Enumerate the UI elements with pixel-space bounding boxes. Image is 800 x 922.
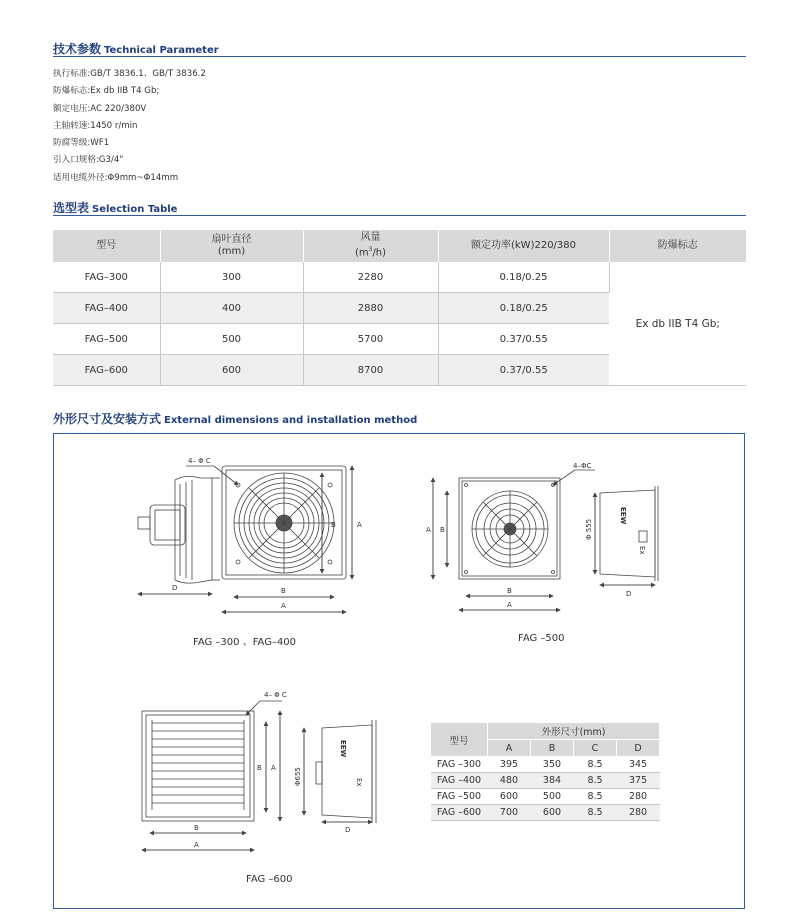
dim-cell-c: 8.5	[574, 805, 617, 821]
dimension-table	[430, 722, 660, 821]
fig3-holes-label: 4– Φ C	[264, 691, 287, 699]
fig1-dim-b: B	[281, 587, 286, 595]
fig2-dim-b-v: B	[440, 526, 445, 534]
cell-power: 0.37/0.55	[438, 324, 609, 355]
dim-cell-d: 280	[617, 789, 660, 805]
param-cable: 适用电缆外径:Φ9mm~Φ14mm	[53, 172, 179, 183]
fig2-dim-a-v: A	[426, 526, 431, 534]
fig1-holes-label: 4– Φ C	[188, 457, 211, 465]
fig2-dim-d: D	[626, 590, 632, 598]
table-row	[431, 805, 660, 821]
fig1-dim-b-v: B	[331, 521, 336, 529]
tech-title-cn: 技术参数	[53, 42, 102, 56]
fig3-drawing	[142, 701, 376, 850]
dim-col-d: D	[617, 740, 660, 757]
fig3-dim-a-v: A	[271, 764, 276, 772]
fig1-dim-d: D	[172, 584, 178, 592]
dim-cell-c: 8.5	[574, 757, 617, 773]
fig3-ex-mark: Ex	[355, 778, 363, 787]
dim-cell-a: 700	[488, 805, 531, 821]
fig1-caption: FAG –300 、FAG–400	[193, 637, 297, 648]
param-voltage: 额定电压:AC 220/380V	[53, 103, 147, 114]
dim-col-a: A	[488, 740, 531, 757]
param-speed: 主轴转速:1450 r/min	[53, 120, 138, 131]
header-diameter: 扇叶直径 (mm)	[160, 230, 303, 262]
fig3-dim-b: B	[194, 824, 199, 832]
dim-cell-model: FAG –600	[431, 805, 488, 821]
dim-header-model: 型号	[431, 723, 488, 757]
header-explosion: 防爆标志	[609, 230, 746, 262]
dim-col-b: B	[531, 740, 574, 757]
dim-cell-c: 8.5	[574, 789, 617, 805]
selection-title-en: Selection Table	[92, 204, 178, 215]
cell-diameter: 300	[160, 262, 303, 293]
param-inlet: 引入口规格:G3/4"	[53, 155, 124, 166]
cell-diameter: 400	[160, 293, 303, 324]
param-standard: 执行标准:GB/T 3836.1、GB/T 3836.2	[53, 69, 206, 79]
cell-power: 0.18/0.25	[438, 293, 609, 324]
fig3-diameter: Φ655	[294, 767, 302, 786]
dim-cell-a: 600	[488, 789, 531, 805]
fig2-caption: FAG –500	[518, 633, 565, 644]
fig3-brand: EEW	[339, 740, 347, 758]
cell-power: 0.18/0.25	[438, 262, 609, 293]
header-power: 额定功率(kW)220/380	[438, 230, 609, 262]
header-model: 型号	[53, 230, 160, 262]
cell-power: 0.37/0.55	[438, 355, 609, 386]
cell-airflow: 5700	[303, 324, 438, 355]
selection-title-cn: 选型表	[53, 201, 90, 215]
dim-header-group: 外形尺寸(mm)	[488, 723, 660, 740]
cell-airflow: 8700	[303, 355, 438, 386]
cell-model: FAG–600	[53, 355, 160, 386]
dim-cell-d: 280	[617, 805, 660, 821]
dim-cell-c: 8.5	[574, 773, 617, 789]
fig3-dim-b-v: B	[257, 764, 262, 772]
dim-cell-model: FAG –400	[431, 773, 488, 789]
cell-airflow: 2280	[303, 262, 438, 293]
dim-cell-d: 375	[617, 773, 660, 789]
dim-cell-b: 500	[531, 789, 574, 805]
table-row	[431, 789, 660, 805]
header-airflow: 风量 $(m^3/h)$	[303, 230, 438, 262]
table-row	[431, 773, 660, 789]
fig2-holes-label: 4–ΦC	[573, 462, 592, 470]
fig1-dim-a-v: A	[357, 521, 362, 529]
dim-cell-model: FAG –500	[431, 789, 488, 805]
fig3-dim-a: A	[194, 841, 199, 849]
fig2-ex-mark: Ex	[638, 546, 646, 555]
dim-header-row	[431, 723, 660, 740]
dim-col-c: C	[574, 740, 617, 757]
cell-diameter: 500	[160, 324, 303, 355]
fig2-diameter: Φ 555	[585, 518, 593, 540]
cell-diameter: 600	[160, 355, 303, 386]
fig2-brand: EEW	[619, 507, 627, 525]
dim-cell-b: 350	[531, 757, 574, 773]
cell-explosion-mark: Ex db IIB T4 Gb;	[609, 262, 746, 386]
tech-title-en: Technical Parameter	[104, 45, 219, 56]
cell-model: FAG–400	[53, 293, 160, 324]
cell-model: FAG–500	[53, 324, 160, 355]
external-title-cn: 外形尺寸及安装方式	[53, 412, 162, 426]
fig1-drawing	[138, 466, 352, 612]
dim-cell-d: 345	[617, 757, 660, 773]
fig2-dim-a: A	[507, 601, 512, 609]
table-row	[431, 757, 660, 773]
dim-cell-a: 480	[488, 773, 531, 789]
dim-cell-model: FAG –300	[431, 757, 488, 773]
external-title-en: External dimensions and installation method	[164, 415, 418, 426]
cell-model: FAG–300	[53, 262, 160, 293]
fig3-caption: FAG –600	[246, 874, 293, 885]
dim-cell-b: 600	[531, 805, 574, 821]
dim-cell-b: 384	[531, 773, 574, 789]
fig2-dim-b: B	[507, 587, 512, 595]
fig3-dim-d: D	[345, 826, 351, 834]
param-corrosion: 防腐等级:WF1	[53, 138, 110, 149]
fig2-drawing	[433, 470, 658, 610]
cell-airflow: 2880	[303, 293, 438, 324]
param-explosion-mark: 防爆标志:Ex db IIB T4 Gb;	[53, 86, 160, 97]
fig1-dim-a: A	[281, 602, 286, 610]
dim-cell-a: 395	[488, 757, 531, 773]
